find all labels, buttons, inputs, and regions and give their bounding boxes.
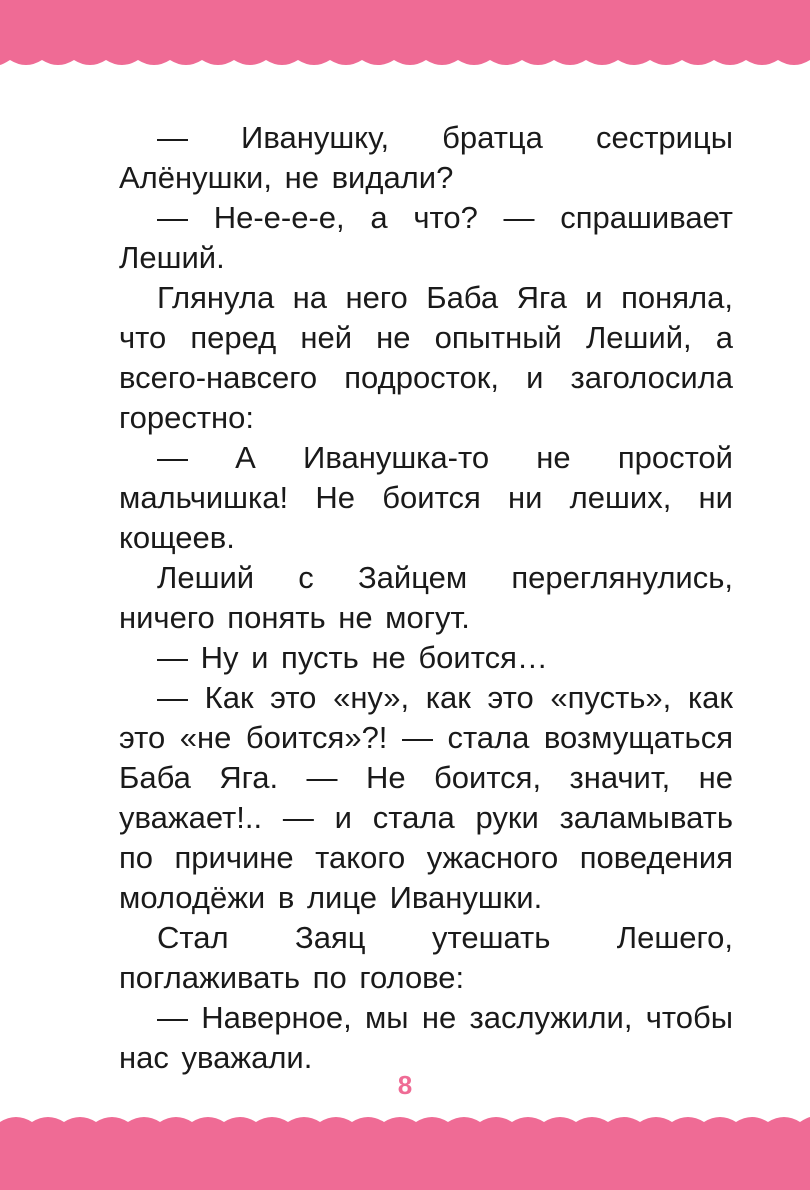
- paragraph: Стал Заяц утешать Лешего, поглаживать по голове:: [119, 920, 733, 995]
- paragraph: — Ну и пусть не боится…: [157, 640, 548, 675]
- paragraph: — А Иванушка-то не простой мальчишка! Не боится ни леших, ни кощеев.: [119, 440, 733, 555]
- story-text: [119, 118, 733, 1078]
- bottom-wave-border: [0, 1108, 810, 1190]
- paragraph: — Как это «ну», как это «пусть», как это «не боится»?! — стала возмущаться Баба Яга. — Не боится, значит, не уважает!.. — и стала руки заламывать по причине такого ужасного поведения молодёжи в лице Иванушки.: [119, 680, 733, 915]
- paragraph: Леший с Зайцем переглянулись, ничего понять не могут.: [119, 560, 733, 635]
- top-wave-border: [0, 0, 810, 76]
- paragraph: — Наверное, мы не заслужили, чтобы нас уважали.: [119, 1000, 733, 1075]
- paragraph: — Иванушку, братца сестрицы Алёнушки, не видали?: [119, 120, 733, 195]
- page-number: 8: [397, 1070, 413, 1100]
- paragraph: Глянула на него Баба Яга и поняла, что перед ней не опытный Леший, а всего-навсего подросток, и заголосила горестно:: [119, 280, 733, 435]
- top-decorative-band: [0, 0, 810, 76]
- bottom-decorative-band: [0, 1108, 810, 1190]
- paragraph: — Не-е-е-е, а что? — спрашивает Леший.: [119, 200, 733, 275]
